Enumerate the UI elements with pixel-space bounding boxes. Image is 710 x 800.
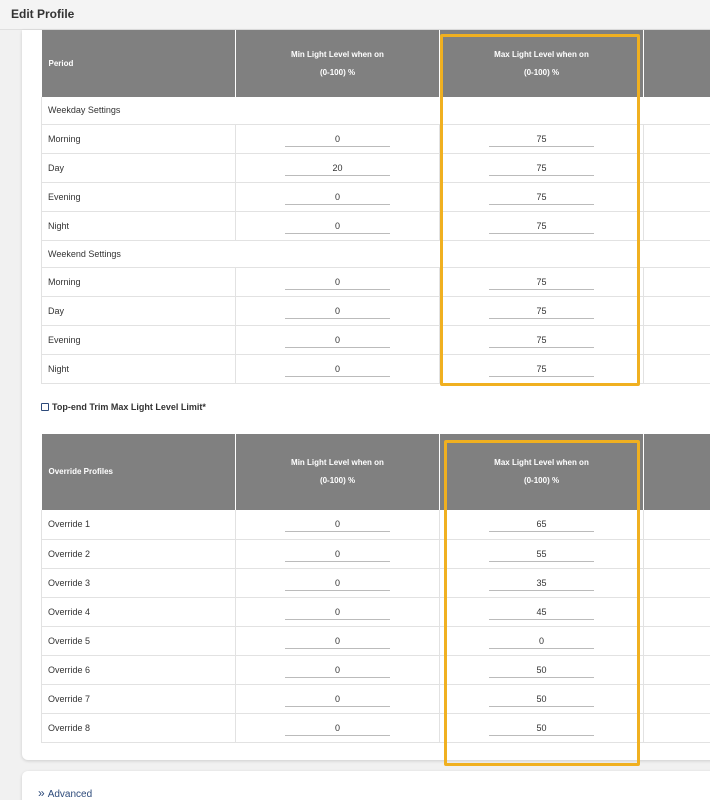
trim-limit-checkbox-row[interactable] — [41, 402, 206, 412]
extra-cell — [644, 539, 710, 568]
max-light-header-line2: (0-100) % — [523, 476, 560, 485]
min-cell — [236, 211, 440, 240]
min-light-input[interactable]: 0 — [285, 604, 390, 620]
max-light-input[interactable]: 75 — [489, 160, 594, 176]
extra-cell — [644, 153, 710, 182]
row-label: Day — [42, 296, 236, 325]
extra-cell — [644, 354, 710, 383]
min-light-input[interactable]: 0 — [285, 575, 390, 591]
min-cell — [236, 153, 440, 182]
min-cell — [236, 296, 440, 325]
column-header-min-light — [236, 30, 440, 97]
extra-cell — [644, 211, 710, 240]
min-cell — [236, 267, 440, 296]
min-light-input[interactable]: 0 — [285, 691, 390, 707]
min-light-input[interactable]: 0 — [285, 274, 390, 290]
min-cell — [236, 626, 440, 655]
column-header-min-light — [236, 434, 440, 510]
min-light-input[interactable]: 0 — [285, 516, 390, 532]
min-cell — [236, 655, 440, 684]
max-light-input[interactable]: 75 — [489, 303, 594, 319]
min-light-input[interactable]: 0 — [285, 546, 390, 562]
double-chevron-right-icon: » — [38, 786, 45, 800]
min-cell — [236, 182, 440, 211]
max-light-input[interactable]: 75 — [489, 189, 594, 205]
row-label: Override 5 — [42, 626, 236, 655]
min-light-input[interactable]: 0 — [285, 662, 390, 678]
row-label: Night — [42, 354, 236, 383]
min-cell — [236, 684, 440, 713]
advanced-section[interactable] — [22, 771, 710, 800]
max-light-input[interactable]: 50 — [489, 720, 594, 736]
max-light-input[interactable]: 65 — [489, 516, 594, 532]
min-light-input[interactable]: 0 — [285, 131, 390, 147]
row-label: Override 1 — [42, 510, 236, 539]
title-bar — [0, 0, 710, 30]
max-light-input[interactable]: 50 — [489, 691, 594, 707]
max-light-input[interactable]: 75 — [489, 274, 594, 290]
min-light-header-line1: Min Light Level when on — [291, 458, 384, 467]
min-cell — [236, 568, 440, 597]
extra-cell — [644, 510, 710, 539]
min-light-input[interactable]: 0 — [285, 361, 390, 377]
row-label: Override 7 — [42, 684, 236, 713]
extra-cell — [644, 296, 710, 325]
extra-cell — [644, 568, 710, 597]
trim-limit-checkbox[interactable] — [41, 403, 49, 411]
min-light-input[interactable]: 0 — [285, 332, 390, 348]
max-light-input[interactable]: 75 — [489, 131, 594, 147]
max-light-input[interactable]: 45 — [489, 604, 594, 620]
min-cell — [236, 510, 440, 539]
row-label: Night — [42, 211, 236, 240]
extra-cell — [644, 182, 710, 211]
min-cell — [236, 354, 440, 383]
row-label: Override 4 — [42, 597, 236, 626]
min-light-header-line2: (0-100) % — [319, 476, 356, 485]
extra-cell — [644, 124, 710, 153]
max-light-input[interactable]: 75 — [489, 218, 594, 234]
min-cell — [236, 597, 440, 626]
max-light-header-line1: Max Light Level when on — [494, 49, 589, 59]
extra-cell — [644, 325, 710, 354]
page-title: Edit Profile — [11, 7, 75, 21]
extra-cell — [644, 655, 710, 684]
row-label: Override 8 — [42, 713, 236, 742]
max-light-highlight-box — [440, 34, 640, 386]
min-cell — [236, 539, 440, 568]
row-label: Morning — [42, 124, 236, 153]
max-light-input[interactable]: 0 — [489, 633, 594, 649]
max-light-input[interactable]: 75 — [489, 361, 594, 377]
row-label: Override 3 — [42, 568, 236, 597]
row-label: Override 2 — [42, 539, 236, 568]
row-label: Override 6 — [42, 655, 236, 684]
row-label: Evening — [42, 182, 236, 211]
min-light-header-line1: Min Light Level when on — [291, 49, 384, 59]
column-header-extra — [644, 434, 710, 510]
column-header-override-profiles: Override Profiles — [42, 434, 236, 510]
advanced-toggle[interactable] — [38, 786, 92, 800]
extra-cell — [644, 597, 710, 626]
min-light-header-line2: (0-100) % — [319, 67, 356, 77]
advanced-label: Advanced — [47, 789, 93, 800]
max-light-input[interactable]: 50 — [489, 662, 594, 678]
min-light-input[interactable]: 20 — [285, 160, 390, 176]
min-light-input[interactable]: 0 — [285, 303, 390, 319]
row-label: Day — [42, 153, 236, 182]
extra-cell — [644, 684, 710, 713]
row-label: Morning — [42, 267, 236, 296]
max-light-input[interactable]: 55 — [489, 546, 594, 562]
column-header-period: Period — [42, 30, 236, 97]
min-light-input[interactable]: 0 — [285, 720, 390, 736]
min-light-input[interactable]: 0 — [285, 189, 390, 205]
extra-cell — [644, 713, 710, 742]
max-light-input[interactable]: 75 — [489, 332, 594, 348]
min-cell — [236, 325, 440, 354]
row-label: Evening — [42, 325, 236, 354]
min-light-input[interactable]: 0 — [285, 218, 390, 234]
section-label-weekday: Weekday Settings — [42, 97, 710, 124]
min-cell — [236, 124, 440, 153]
trim-limit-label: Top-end Trim Max Light Level Limit* — [52, 402, 206, 412]
max-light-header-line1: Max Light Level when on — [494, 458, 589, 467]
extra-cell — [644, 626, 710, 655]
max-light-input[interactable]: 35 — [489, 575, 594, 591]
max-light-header-line2: (0-100) % — [523, 67, 560, 77]
column-header-extra — [644, 30, 710, 97]
min-cell — [236, 713, 440, 742]
override-max-light-highlight-box — [444, 440, 640, 766]
extra-cell — [644, 267, 710, 296]
min-light-input[interactable]: 0 — [285, 633, 390, 649]
section-label-weekend: Weekend Settings — [42, 240, 710, 267]
